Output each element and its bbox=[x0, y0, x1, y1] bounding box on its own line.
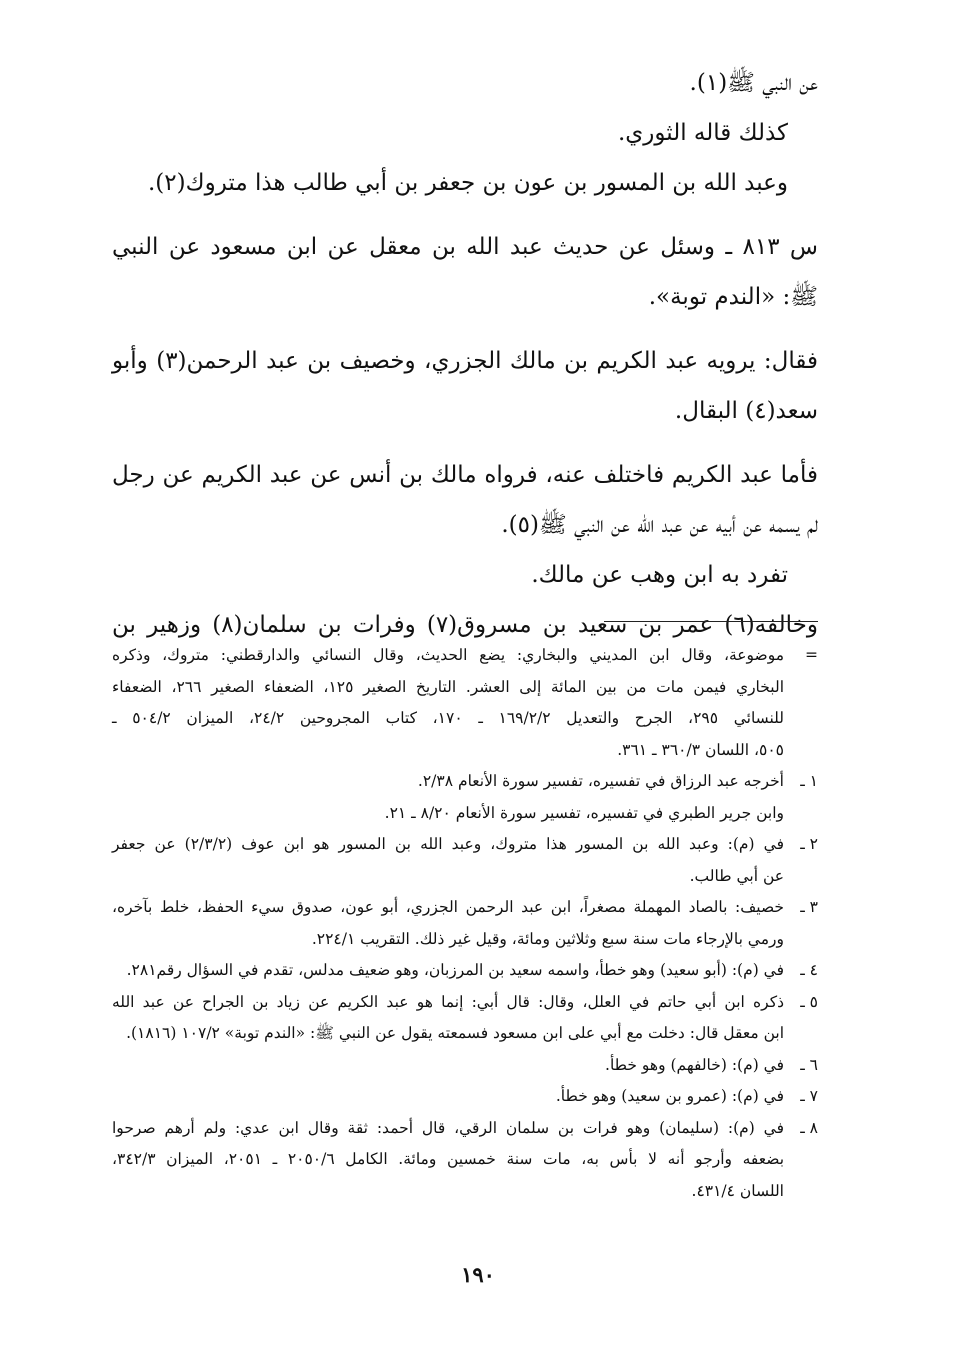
footnote-7 bbox=[112, 1081, 818, 1113]
footnote-line: عن أبي طالب. bbox=[689, 866, 784, 885]
footnote-line: ذكره ابن أبي حاتم في العلل، وقال: قال أبي: إنما هو عبد الكريم عن زياد بن الجراح عن عبد الله bbox=[112, 992, 784, 1011]
footnote-line: في (م): وعبد الله بن المسور هذا متروك، وعبد الله بن المسور هو ابن عوف (٢/٣/٢) عن جعفر bbox=[112, 835, 784, 853]
footnote-number: = bbox=[805, 646, 818, 664]
footnote-3 bbox=[112, 892, 818, 955]
footnote-4 bbox=[112, 955, 818, 987]
footnote-number: ٤ ـ bbox=[800, 961, 818, 979]
footnote-1 bbox=[112, 766, 818, 829]
main-line: تفرد به ابن وهب عن مالك. bbox=[531, 562, 788, 588]
footnote-line: اللسان ٤٣١/٤. bbox=[691, 1181, 784, 1200]
footnote-number: ٣ ـ bbox=[800, 898, 818, 916]
main-line: سعد(٤) البقال. bbox=[674, 398, 818, 424]
footnote-line: في (م): (خالفهم) وهو خطأ. bbox=[605, 1055, 784, 1074]
main-line: لم يسمه عن أبيه عن عبد الله عن النبي ﷺ(٥). bbox=[501, 512, 818, 538]
footnote-continued bbox=[112, 640, 818, 766]
footnote-number: ٥ ـ bbox=[800, 992, 818, 1011]
footnote-line: بضعفه وأرجو أنه لا بأس به، مات سنة خمسين ومائة. الكامل ٢٠٥٠/٦ ـ ٢٠٥١، الميزان ٣٤٢/٣، bbox=[112, 1150, 785, 1168]
footnote-number: ٢ ـ bbox=[800, 835, 818, 853]
main-line: فأما عبد الكريم فاختلف عنه، فرواه مالك بن أنس عن عبد الكريم عن رجل bbox=[112, 462, 818, 488]
footnote-5 bbox=[112, 987, 818, 1050]
question-heading: س ٨١٣ ـ وسئل عن حديث عبد الله بن معقل عن ابن مسعود عن النبي bbox=[112, 234, 818, 260]
footnote-line: البخاري فيمن مات من بين المائة إلى العشر. التاريخ الصغير ١٢٥، الضعفاء الصغير ٢٦٦، الضعفاء bbox=[112, 677, 784, 696]
paragraph-gap bbox=[112, 208, 818, 222]
footnote-number: ٧ ـ bbox=[800, 1087, 818, 1105]
main-line: فقال: يرويه عبد الكريم بن مالك الجزري، وخصيف بن عبد الرحمن(٣) وأبو bbox=[112, 348, 818, 374]
paragraph-gap bbox=[112, 436, 818, 450]
footnote-line: ٥٠٥، اللسان ٣٦٠/٣ ـ ٣٦١. bbox=[617, 740, 784, 759]
footnote-8 bbox=[112, 1113, 818, 1208]
main-text bbox=[112, 58, 818, 650]
footnote-line: وابن جرير الطبري في تفسيره، تفسير سورة الأنعام ٨/٢٠ ـ ٢١. bbox=[384, 803, 784, 822]
footnote-line: للنسائي ٢٩٥، الجرح والتعديل ١٦٩/٢/٢ ـ ١٧٠، كتاب المجروحين ٢٤/٢، الميزان ٥٠٤/٢ ـ bbox=[112, 709, 785, 727]
footnote-separator bbox=[604, 621, 818, 622]
page-number: ١٩٠ bbox=[461, 1262, 495, 1287]
main-line: وعبد الله بن المسور بن عون بن جعفر بن أبي طالب هذا متروك(٢). bbox=[148, 170, 788, 196]
footnote-line: في (م): (سليمان) وهو فرات بن سلمان الرقي، قال أحمد: ثقة وقال ابن عدي: ولم أرهم صرحوا bbox=[112, 1118, 784, 1137]
footnote-6 bbox=[112, 1050, 818, 1082]
footnote-line: ابن معقل قال: دخلت مع أبي على ابن مسعود فسمعته يقول عن النبي ﷺ: «الندم توبة» ١٠٧/٢ (١٨١٦). bbox=[126, 1024, 784, 1042]
footnote-number: ٨ ـ bbox=[800, 1118, 818, 1137]
footnote-line: في (م): (عمرو بن سعيد) وهو خطأ. bbox=[555, 1087, 784, 1105]
footnote-line: خصيف: بالصاد المهملة مصغراً، ابن عبد الرحمن الجزري، أبو عون، صدوق سيء الحفظ، خلط بآخره، bbox=[112, 898, 784, 916]
paragraph-gap bbox=[112, 322, 818, 336]
footnotes bbox=[112, 640, 818, 1207]
main-line: وخالفه(٦) عمر بن سعيد بن مسروق(٧) وفرات بن سلمان(٨) وزهير بن bbox=[112, 612, 818, 638]
main-line: كذلك قاله الثوري. bbox=[617, 120, 788, 146]
footnote-line: في (م): (أبو سعيد) وهو خطأ، واسمه سعيد بن المرزبان، وهو ضعيف مدلس، تقدم في السؤال رقم٢٨١. bbox=[126, 961, 784, 979]
footnote-line: ورمي بالإرجاء مات سنة سبع وثلاثين ومائة، وقيل غير ذلك. التقريب ٢٢٤/١. bbox=[311, 929, 784, 948]
footnote-number: ٦ ـ bbox=[800, 1055, 818, 1074]
footnote-line: أخرجه عبد الرزاق في تفسيره، تفسير سورة الأنعام ٢/٣٨. bbox=[417, 772, 784, 790]
footnote-2 bbox=[112, 829, 818, 892]
footnote-number: ١ ـ bbox=[800, 772, 818, 790]
main-line: ﷺ: «الندم توبة». bbox=[648, 284, 818, 310]
footnote-line: موضوعة، وقال ابن المديني والبخاري: يضع الحديث، وقال النسائي والدارقطني: متروك، وذكره bbox=[112, 646, 784, 664]
main-line: عن النبي ﷺ(١). bbox=[689, 70, 818, 96]
